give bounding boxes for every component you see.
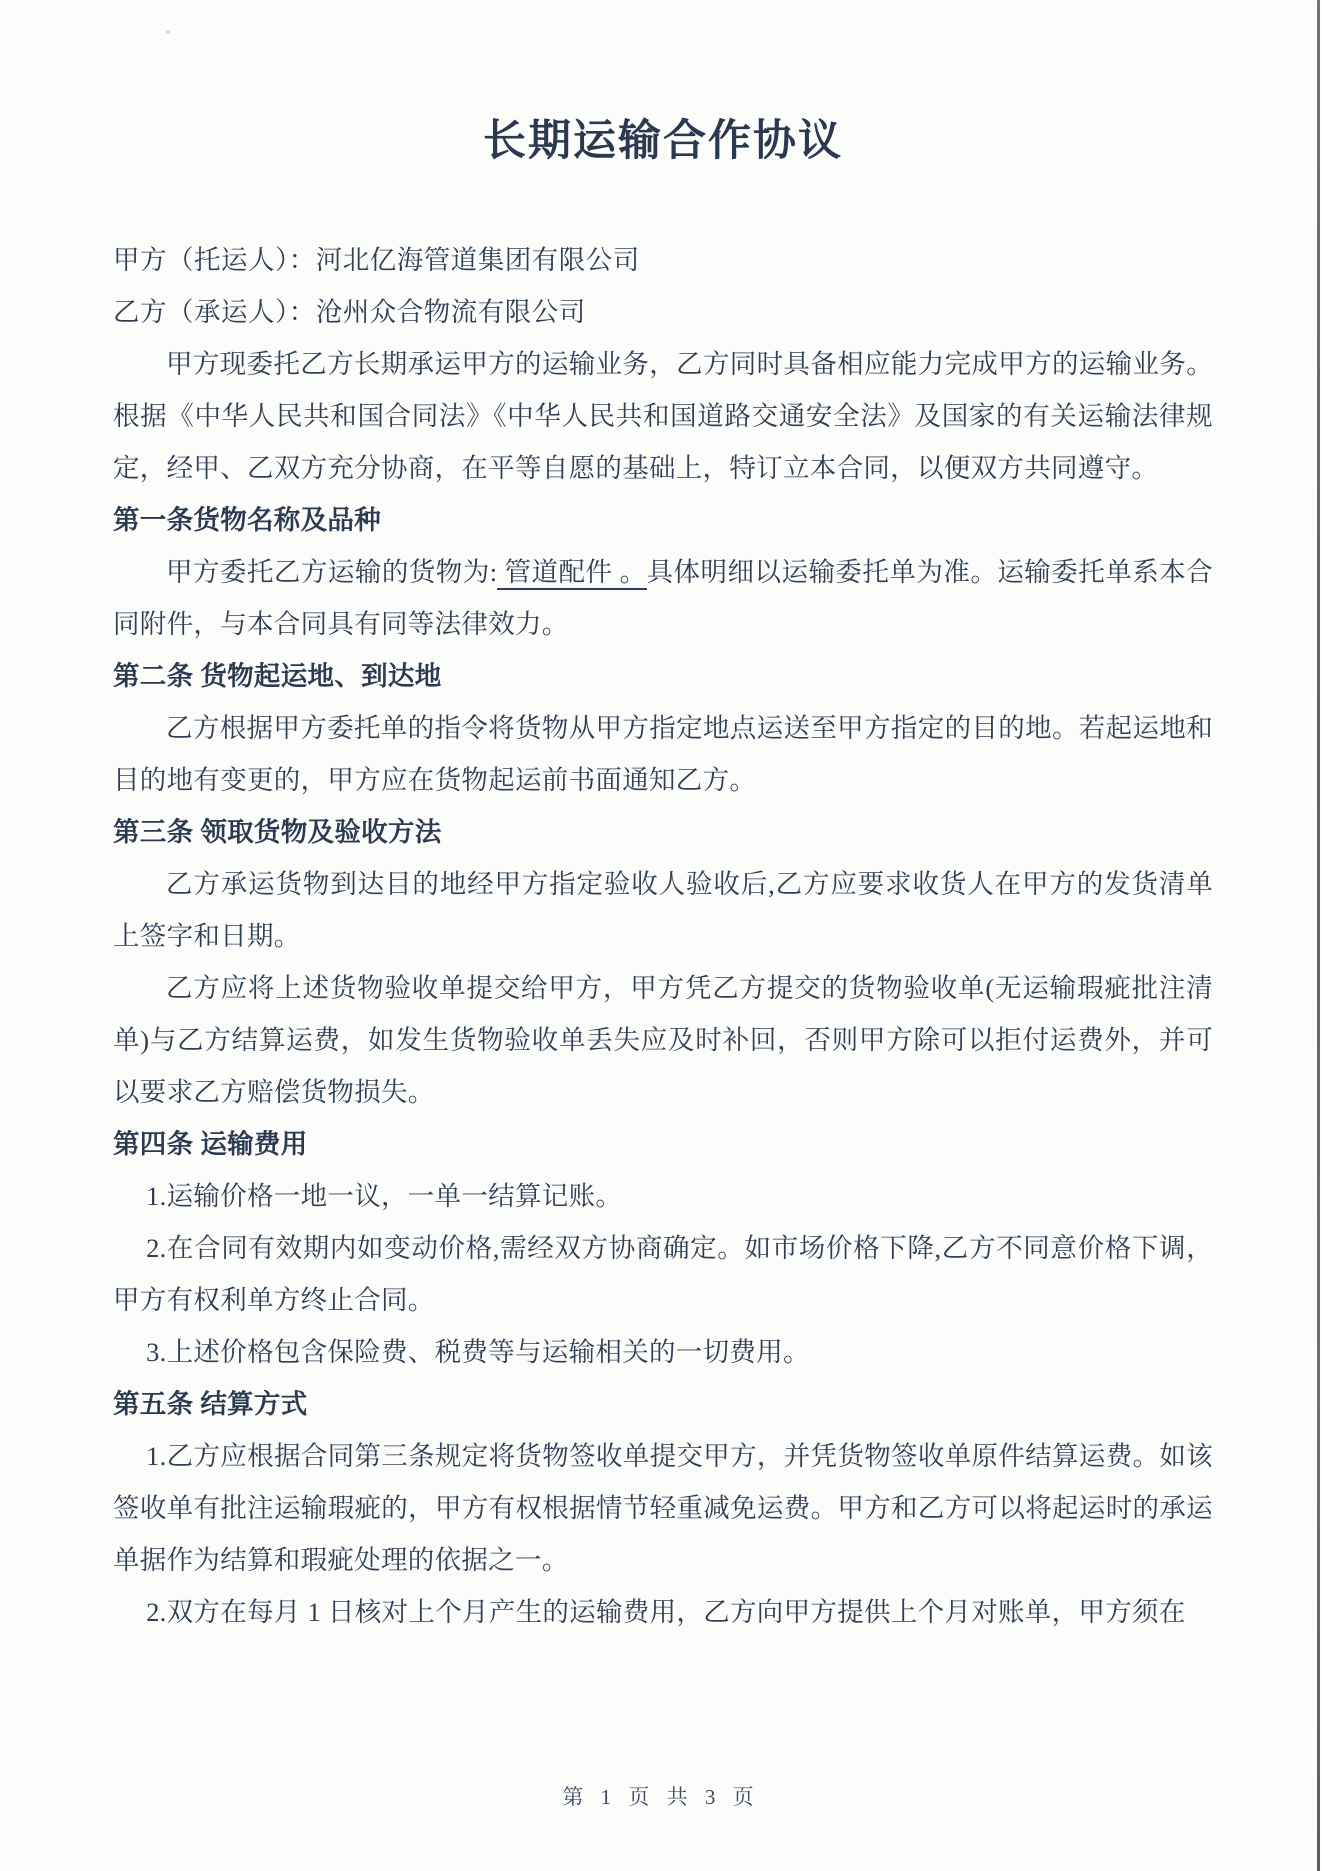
clause-paragraph <box>113 546 1213 650</box>
clause-paragraph <box>113 1222 1213 1326</box>
text-segment: 乙方根据甲方委托单的指令将货物从甲方指定地点运送至甲方指定的目的地。若起运地和目的地有变更的，甲方应在货物起运前书面通知乙方。 <box>113 713 1213 795</box>
parties-block <box>113 234 1213 338</box>
scan-edge-shadow <box>1317 0 1320 1871</box>
clause-heading: 第三条 领取货物及验收方法 <box>113 817 442 847</box>
text-segment: 甲方委托乙方运输的货物为: <box>166 557 498 587</box>
text-segment: 2.在合同有效期内如变动价格,需经双方协商确定。如市场价格下降,乙方不同意价格下调，甲方有权利单方终止合同。 <box>113 1233 1213 1315</box>
text-segment: 乙方承运货物到达目的地经甲方指定验收人验收后,乙方应要求收货人在甲方的发货清单上签字和日期。 <box>113 869 1213 951</box>
text-segment: 2.双方在每月 1 日核对上个月产生的运输费用，乙方向甲方提供上个月对账单，甲方须在 <box>146 1597 1186 1627</box>
text-segment: 具体明细以运输委托单为准。运输委托单系本合同附件，与本合同具有同等法律效力。 <box>113 557 1213 639</box>
text-segment: 1.乙方应根据合同第三条规定将货物签收单提交甲方，并凭货物签收单原件结算运费。如该签收单有批注运输瑕疵的，甲方有权根据情节轻重减免运费。甲方和乙方可以将起运时的承运单据作为结算和瑕疵处理的依据之一。 <box>113 1441 1213 1575</box>
clause-paragraph <box>113 1326 1213 1378</box>
page-number-footer: 第 1 页 共 3 页 <box>562 1785 760 1809</box>
clause-paragraph <box>113 1586 1213 1638</box>
clauses <box>113 494 1213 1638</box>
filled-blank-underline: 管道配件 。 <box>497 557 646 590</box>
preamble-paragraph: 甲方现委托乙方长期承运甲方的运输业务，乙方同时具备相应能力完成甲方的运输业务。根据《中华人民共和国合同法》《中华人民共和国道路交通安全法》及国家的有关运输法律规定，经甲、乙双方充分协商，在平等自愿的基础上，特订立本合同，以便双方共同遵守。 <box>113 349 1213 483</box>
clause-paragraph <box>113 962 1213 1118</box>
clause-heading: 第五条 结算方式 <box>113 1389 308 1419</box>
clause-paragraph <box>113 1170 1213 1222</box>
text-segment: 乙方应将上述货物验收单提交给甲方，甲方凭乙方提交的货物验收单(无运输瑕疵批注清单)与乙方结算运费，如发生货物验收单丢失应及时补回，否则甲方除可以拒付运费外，并可以要求乙方赔偿货物损失。 <box>113 973 1213 1107</box>
clause-paragraph <box>113 858 1213 962</box>
text-segment: 3.上述价格包含保险费、税费等与运输相关的一切费用。 <box>146 1337 810 1367</box>
clause-paragraph <box>113 702 1213 806</box>
clause-heading: 第一条货物名称及品种 <box>113 505 381 535</box>
clause-heading: 第二条 货物起运地、到达地 <box>113 661 442 691</box>
document-page <box>113 0 1213 1871</box>
clause-paragraph <box>113 1430 1213 1586</box>
party-b-line: 乙方（承运人）：沧州众合物流有限公司 <box>113 297 586 327</box>
document-title: 长期运输合作协议 <box>483 118 843 165</box>
clause-heading: 第四条 运输费用 <box>113 1129 308 1159</box>
party-a-line: 甲方（托运人）：河北亿海管道集团有限公司 <box>113 245 640 275</box>
text-segment: 1.运输价格一地一议，一单一结算记账。 <box>146 1181 623 1211</box>
